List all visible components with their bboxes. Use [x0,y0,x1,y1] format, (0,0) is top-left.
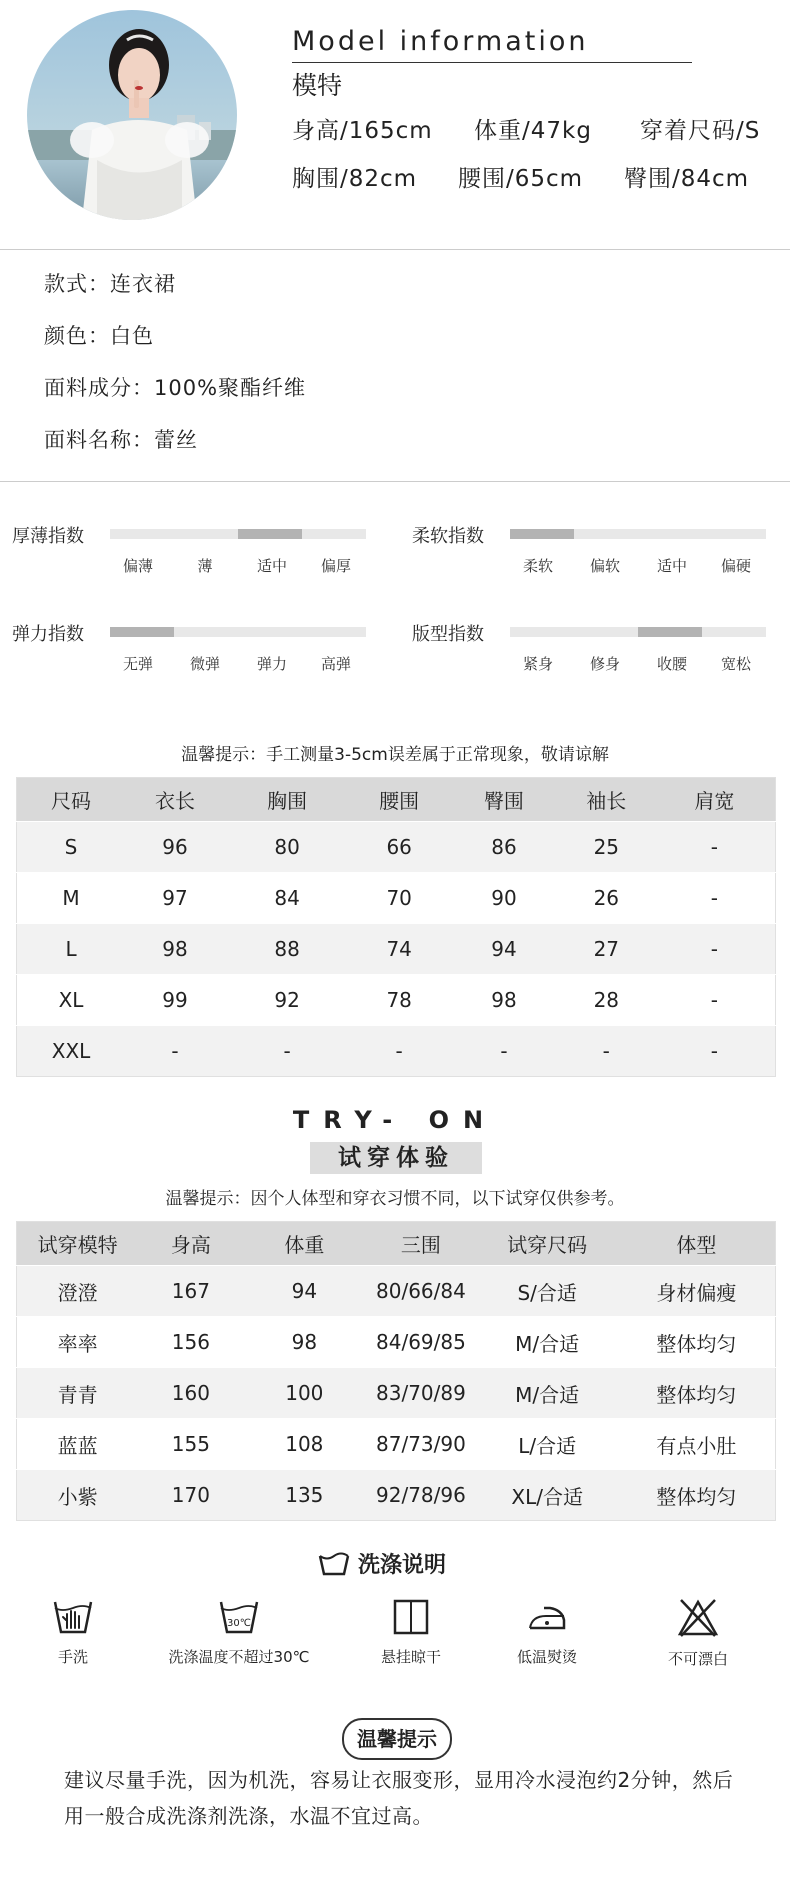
index-option: 偏薄 [122,557,153,575]
wash-item-hand-wash [0,1598,153,1667]
table-cell: 88 [225,924,349,975]
table-cell: 70 [349,873,449,924]
table-header-cell: 身高 [138,1222,243,1266]
model-info-title: Model information [292,26,589,57]
table-cell: M/合适 [477,1368,618,1419]
index-option: 微弹 [189,655,220,673]
index-option: 收腰 [656,655,687,673]
table-cell: 74 [349,924,449,975]
size-table [16,777,776,1077]
table-header-cell: 尺码 [17,778,126,822]
table-cell: 135 [243,1470,365,1521]
hand-wash-icon [52,1598,94,1636]
table-cell: M [17,873,126,924]
table-header-cell: 衣长 [125,778,225,822]
table-cell: 小紫 [17,1470,139,1521]
table-cell: S [17,822,126,873]
index-bar-fill [110,627,174,637]
table-cell: 90 [449,873,559,924]
wash-item-temp [159,1598,319,1667]
index-option: 适中 [656,557,687,575]
table-cell: - [654,924,776,975]
index-option: 柔软 [522,557,553,575]
table-cell: 83/70/89 [365,1368,476,1419]
table-cell: - [654,1026,776,1077]
table-cell: XXL [17,1026,126,1077]
table-cell: 108 [243,1419,365,1470]
title-underline [292,62,692,63]
tip-badge: 温馨提示 [342,1718,452,1760]
tryon-title: TRY- ON [292,1106,498,1134]
index-option: 紧身 [522,655,553,673]
wash-temp-icon [218,1598,260,1636]
table-cell: 98 [125,924,225,975]
table-cell: L/合适 [477,1419,618,1470]
table-cell: - [654,822,776,873]
table-cell: - [654,873,776,924]
wash-label-low-iron: 低温熨烫 [516,1648,577,1666]
table-row [17,873,776,924]
wash-label-hand-wash: 手洗 [57,1648,88,1666]
index-option: 偏软 [589,557,620,575]
table-header-cell: 试穿模特 [17,1222,139,1266]
attr-color: 颜色：白色 [44,324,154,348]
washing-title: 洗涤说明 [358,1553,447,1578]
table-cell: 87/73/90 [365,1419,476,1470]
table-cell: 156 [138,1317,243,1368]
table-cell: 94 [243,1266,365,1317]
table-cell: 80/66/84 [365,1266,476,1317]
index-bar [510,627,766,637]
table-row [17,822,776,873]
model-hip: 臀围/84cm [624,166,750,192]
index-bar [510,529,766,539]
table-cell: 27 [559,924,654,975]
table-header-cell: 腰围 [349,778,449,822]
table-cell: 160 [138,1368,243,1419]
wash-label-temp: 洗涤温度不超过30℃ [168,1648,310,1666]
table-cell: M/合适 [477,1317,618,1368]
index-bar-fill [638,627,702,637]
model-waist: 腰围/65cm [458,166,584,192]
index-bar-fill [238,529,302,539]
model-bust: 胸围/82cm [292,166,418,192]
index-bar [110,627,366,637]
table-row [17,1368,776,1419]
table-cell: 25 [559,822,654,873]
index-option: 修身 [589,655,620,673]
table-cell: 26 [559,873,654,924]
no-bleach-icon [677,1598,719,1638]
table-header-cell: 体型 [618,1222,776,1266]
divider [0,249,790,250]
table-row [17,1419,776,1470]
tip-text: 建议尽量手洗，因为机洗，容易让衣服变形，显用冷水浸泡约2分钟，然后用一般合成洗涤剂洗涤，水温不宜过高。 [64,1768,734,1828]
index-bar [110,529,366,539]
table-cell: 170 [138,1470,243,1521]
index-label: 柔软指数 [412,526,484,547]
index-option: 宽松 [720,655,751,673]
table-cell: 青青 [17,1368,139,1419]
table-cell: 86 [449,822,559,873]
tryon-table [16,1221,776,1521]
index-option: 弹力 [256,655,287,673]
index-option: 无弹 [122,655,153,673]
table-header-cell: 三围 [365,1222,476,1266]
table-header-cell: 试穿尺码 [477,1222,618,1266]
index-option: 高弹 [320,655,351,673]
table-cell: 整体均匀 [618,1317,776,1368]
table-row [17,1317,776,1368]
table-cell: 92 [225,975,349,1026]
index-option: 偏厚 [320,557,351,575]
table-header-cell: 胸围 [225,778,349,822]
table-header-cell: 体重 [243,1222,365,1266]
index-label: 版型指数 [412,624,484,645]
table-cell: - [349,1026,449,1077]
table-cell: 96 [125,822,225,873]
table-cell: 66 [349,822,449,873]
table-cell: XL/合适 [477,1470,618,1521]
hang-dry-icon [392,1598,430,1636]
basin-icon [318,1552,350,1576]
wash-item-no-bleach [618,1598,778,1669]
table-cell: 澄澄 [17,1266,139,1317]
table-cell: 84 [225,873,349,924]
table-cell: 84/69/85 [365,1317,476,1368]
model-height: 身高/165cm [292,118,433,144]
attr-fabric-name: 面料名称：蕾丝 [44,428,198,452]
table-cell: - [225,1026,349,1077]
table-cell: 99 [125,975,225,1026]
table-cell: - [654,975,776,1026]
table-row [17,1470,776,1521]
table-row [17,1026,776,1077]
model-size: 穿着尺码/S [640,118,761,144]
table-row [17,975,776,1026]
wash-item-low-iron [467,1598,627,1667]
table-cell: 身材偏瘦 [618,1266,776,1317]
tryon-note: 温馨提示：因个人体型和穿衣习惯不同，以下试穿仅供参考。 [165,1189,625,1209]
size-note: 温馨提示：手工测量3-5cm误差属于正常现象，敬请谅解 [181,745,609,765]
wash-temp-icon-text: 30℃ [227,1618,251,1629]
table-cell: - [125,1026,225,1077]
table-cell: - [449,1026,559,1077]
table-cell: 78 [349,975,449,1026]
table-header-cell: 袖长 [559,778,654,822]
model-photo [27,10,237,220]
table-cell: 率率 [17,1317,139,1368]
attr-style: 款式：连衣裙 [44,272,176,296]
table-header-cell: 臀围 [449,778,559,822]
table-cell: 92/78/96 [365,1470,476,1521]
table-row [17,924,776,975]
table-header-cell: 肩宽 [654,778,776,822]
model-weight: 体重/47kg [474,118,592,144]
table-cell: L [17,924,126,975]
index-option: 偏硬 [720,557,751,575]
table-cell: 98 [243,1317,365,1368]
table-row [17,1266,776,1317]
table-cell: 整体均匀 [618,1368,776,1419]
table-cell: 167 [138,1266,243,1317]
index-label: 厚薄指数 [12,526,84,547]
washing-header [318,1548,446,1579]
table-cell: 有点小肚 [618,1419,776,1470]
table-cell: 98 [449,975,559,1026]
table-cell: XL [17,975,126,1026]
wash-label-hang-dry: 悬挂晾干 [380,1648,441,1666]
attr-fabric-composition: 面料成分：100%聚酯纤维 [44,376,307,400]
table-cell: 蓝蓝 [17,1419,139,1470]
wash-label-no-bleach: 不可漂白 [667,1650,728,1668]
table-cell: S/合适 [477,1266,618,1317]
table-cell: 28 [559,975,654,1026]
low-iron-icon [526,1598,568,1636]
index-label: 弹力指数 [12,624,84,645]
table-cell: 整体均匀 [618,1470,776,1521]
divider [0,481,790,482]
table-cell: - [559,1026,654,1077]
table-cell: 94 [449,924,559,975]
index-option: 适中 [256,557,287,575]
tryon-subtitle: 试穿体验 [310,1142,482,1174]
index-bar-fill [510,529,574,539]
index-option: 薄 [197,557,213,575]
table-cell: 100 [243,1368,365,1419]
model-info-subtitle: 模特 [292,71,343,100]
table-cell: 155 [138,1419,243,1470]
table-cell: 80 [225,822,349,873]
table-cell: 97 [125,873,225,924]
